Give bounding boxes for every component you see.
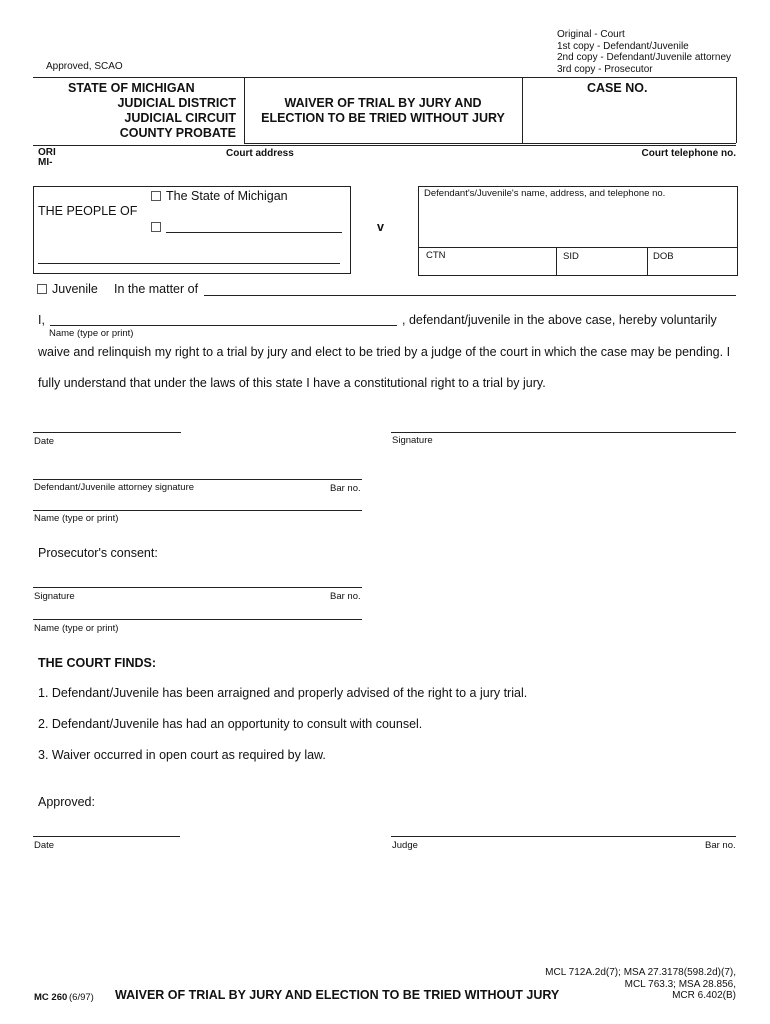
distribution-list	[557, 29, 731, 75]
waiver-text-line2: fully understand that under the laws of this state I have a constitutional right to a trial by jury.	[38, 376, 546, 390]
judge-bar-no-label: Bar no.	[705, 840, 736, 851]
attorney-name-line[interactable]	[33, 510, 362, 511]
header-divider-right	[522, 77, 523, 143]
citation-line: MCL 763.3; MSA 28.856,	[624, 978, 736, 990]
approved-label: Approved:	[38, 795, 95, 809]
approval-date-label: Date	[34, 840, 55, 851]
people-of-label: THE PEOPLE OF	[38, 204, 138, 218]
court-probate: COUNTY PROBATE	[119, 126, 236, 140]
finding-item: 3. Waiver occurred in open court as required by law.	[38, 748, 326, 762]
ctn-label: CTN	[426, 250, 446, 261]
attorney-signature-label: Defendant/Juvenile attorney signature	[34, 482, 195, 493]
judge-label: Judge	[392, 840, 418, 851]
form-revision: (6/97)	[69, 992, 94, 1003]
other-party-line[interactable]	[166, 232, 342, 233]
other-party-checkbox[interactable]	[151, 222, 161, 232]
sid-label: SID	[563, 251, 579, 262]
ori-label: ORI	[38, 147, 56, 158]
prosecutor-signature-line[interactable]	[33, 587, 362, 588]
signature-line[interactable]	[391, 432, 736, 433]
defendant-name-line[interactable]	[50, 325, 397, 326]
case-number-label: CASE NO.	[587, 81, 648, 95]
finding-item: 1. Defendant/Juvenile has been arraigned and properly advised of the right to a jury trial.	[38, 686, 528, 700]
juvenile-checkbox[interactable]	[37, 284, 47, 294]
header-bottom-rule	[244, 143, 736, 144]
versus-label: v	[377, 220, 384, 234]
court-district: JUDICIAL DISTRICT	[117, 96, 236, 110]
header-divider-left	[244, 77, 245, 143]
court-telephone-label: Court telephone no.	[641, 148, 736, 159]
court-finds-heading: THE COURT FINDS:	[38, 656, 157, 670]
defendant-box-divider	[418, 247, 738, 248]
prosecutor-signature-label: Signature	[34, 591, 75, 602]
dob-label: DOB	[653, 251, 674, 262]
state-of-michigan-label: The State of Michigan	[166, 189, 288, 203]
defendant-info-label: Defendant's/Juvenile's name, address, and telephone no.	[424, 188, 666, 199]
mi-label: MI-	[38, 157, 53, 168]
header-address-rule	[33, 145, 736, 146]
prosecutor-consent-label: Prosecutor's consent:	[38, 546, 158, 560]
citation-line: MCR 6.402(B)	[672, 990, 736, 1001]
citation-line: MCL 712A.2d(7); MSA 27.3178(598.2d)(7),	[545, 967, 736, 978]
people-blank-line[interactable]	[38, 263, 340, 264]
header-top-rule	[33, 77, 736, 78]
state-of-michigan-checkbox[interactable]	[151, 191, 161, 201]
ctn-sid-divider	[556, 247, 557, 276]
waiver-text-line1: waive and relinquish my right to a trial by jury and elect to be tried by a judge of the court in which the case may be pending. I	[38, 345, 731, 359]
approved-scao: Approved, SCAO	[46, 61, 123, 72]
in-matter-of-line[interactable]	[204, 295, 736, 296]
distribution-line: 2nd copy - Defendant/Juvenile attorney	[557, 52, 731, 63]
finding-item: 2. Defendant/Juvenile has had an opportunity to consult with counsel.	[38, 717, 423, 731]
distribution-line: Original - Court	[557, 29, 625, 40]
prosecutor-name-line[interactable]	[33, 619, 362, 620]
approval-date-line[interactable]	[33, 836, 180, 837]
in-matter-of-label: In the matter of	[114, 282, 199, 296]
i-label: I,	[38, 313, 45, 327]
form-title-line2: ELECTION TO BE TRIED WITHOUT JURY	[261, 111, 505, 125]
distribution-line: 3rd copy - Prosecutor	[557, 63, 653, 75]
date-line[interactable]	[33, 432, 181, 433]
defendant-box	[418, 186, 738, 276]
footer-form-title: WAIVER OF TRIAL BY JURY AND ELECTION TO BE TRIED WITHOUT JURY	[115, 988, 560, 1002]
form-title-line1: WAIVER OF TRIAL BY JURY AND	[284, 96, 482, 110]
name-print-label: Name (type or print)	[49, 328, 134, 339]
attorney-name-label: Name (type or print)	[34, 513, 119, 524]
date-label: Date	[34, 436, 55, 447]
distribution-line: 1st copy - Defendant/Juvenile	[557, 40, 689, 52]
judge-signature-line[interactable]	[391, 836, 736, 837]
sid-dob-divider	[647, 247, 648, 276]
attorney-signature-line[interactable]	[33, 479, 362, 480]
header-right-edge	[736, 77, 737, 143]
prosecutor-bar-no-label: Bar no.	[330, 591, 361, 602]
signature-label: Signature	[392, 435, 433, 446]
attorney-bar-no-label: Bar no.	[330, 483, 361, 494]
form-number: MC 260	[34, 992, 68, 1003]
court-address-label: Court address	[226, 148, 294, 159]
defendant-suffix-text: , defendant/juvenile in the above case, hereby voluntarily	[402, 313, 717, 327]
court-state: STATE OF MICHIGAN	[68, 81, 195, 95]
court-circuit: JUDICIAL CIRCUIT	[124, 111, 236, 125]
juvenile-label: Juvenile	[52, 282, 98, 296]
prosecutor-name-label: Name (type or print)	[34, 623, 119, 634]
